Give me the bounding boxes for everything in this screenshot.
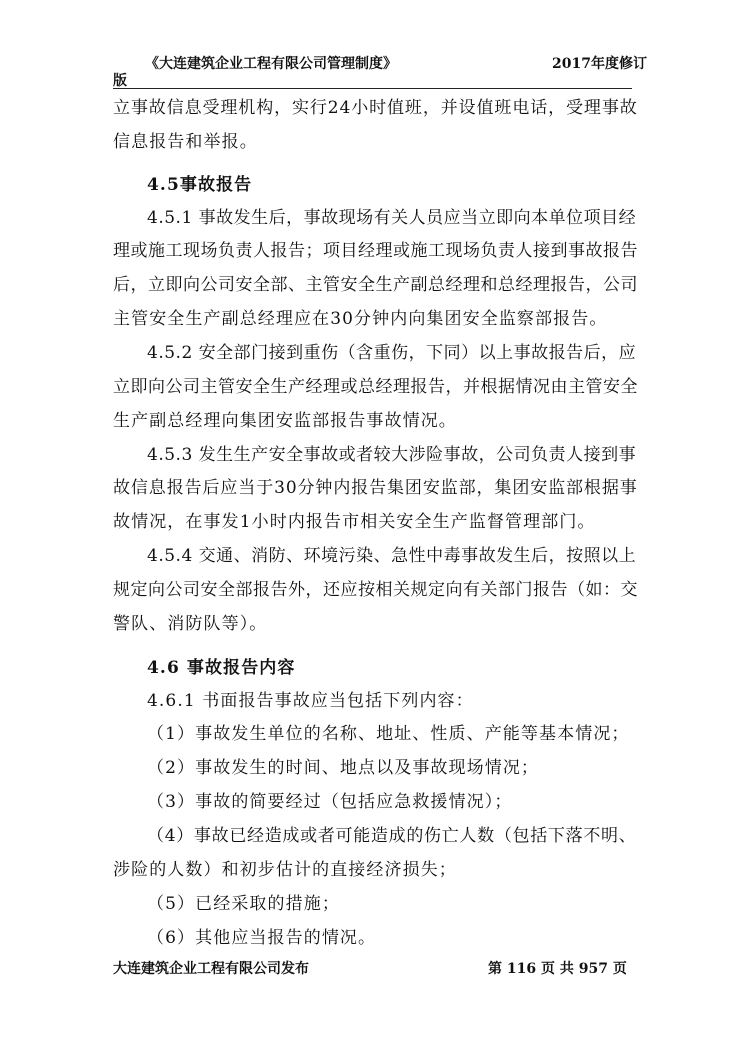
- list-item: （6）其他应当报告的情况。: [147, 928, 377, 948]
- body-line: 规定向公司安全部报告外，还应按相关规定向有关部门报告（如：交: [113, 580, 638, 600]
- section-heading-4-5: 4.5事故报告: [147, 175, 253, 195]
- body-line: 立事故信息受理机构，实行24小时值班，并设值班电话，受理事故: [113, 98, 638, 118]
- body-line: 故情况，在事发1小时内报告市相关安全生产监督管理部门。: [113, 512, 596, 532]
- body-line: 主管安全生产副总经理应在30分钟内向集团安全监察部报告。: [113, 309, 608, 329]
- body-line: 4.5.2 安全部门接到重伤（含重伤，下同）以上事故报告后，应: [147, 343, 637, 363]
- body-line: 生产副总经理向集团安监部报告事故情况。: [113, 411, 457, 431]
- body-line: 警队、消防队等）。: [113, 614, 268, 634]
- list-item: （2）事故发生的时间、地点以及事故现场情况；: [147, 758, 540, 778]
- list-item: （5）已经采取的措施；: [147, 894, 340, 914]
- footer-page-number: 第 116 页 共 957 页: [488, 961, 627, 977]
- body-line: 理或施工现场负责人报告；项目经理或施工现场负责人接到事故报告: [113, 241, 638, 261]
- body-line: 信息报告和举报。: [113, 132, 258, 152]
- footer-publisher: 大连建筑企业工程有限公司发布: [113, 961, 309, 977]
- header-revision: 2017年度修订: [552, 56, 647, 72]
- body-line: 4.5.3 发生生产安全事故或者较大涉险事故，公司负责人接到事: [147, 445, 637, 465]
- header-rule: [113, 88, 632, 89]
- header-revision-wrap: 版: [113, 73, 127, 89]
- body-line: 4.6.1 书面报告事故应当包括下列内容：: [147, 691, 474, 711]
- body-line: 立即向公司主管安全生产经理或总经理报告，并根据情况由主管安全: [113, 377, 638, 397]
- body-line: 后，立即向公司安全部、主管安全生产副总经理和总经理报告，公司: [113, 275, 638, 295]
- body-line: 4.5.1 事故发生后，事故现场有关人员应当立即向本单位项目经: [147, 208, 637, 228]
- body-line: 涉险的人数）和初步估计的直接经济损失；: [113, 860, 457, 880]
- header-title: 《大连建筑企业工程有限公司管理制度》: [145, 56, 397, 72]
- list-item: （4）事故已经造成或者可能造成的伤亡人数（包括下落不明、: [147, 826, 637, 846]
- list-item: （3）事故的简要经过（包括应急救援情况）；: [147, 792, 513, 812]
- section-heading-4-6: 4.6 事故报告内容: [147, 658, 296, 678]
- body-line: 4.5.4 交通、消防、环境污染、急性中毒事故发生后，按照以上: [147, 546, 637, 566]
- list-item: （1）事故发生单位的名称、地址、性质、产能等基本情况；: [147, 724, 630, 744]
- body-line: 故信息报告后应当于30分钟内报告集团安监部，集团安监部根据事: [113, 478, 638, 498]
